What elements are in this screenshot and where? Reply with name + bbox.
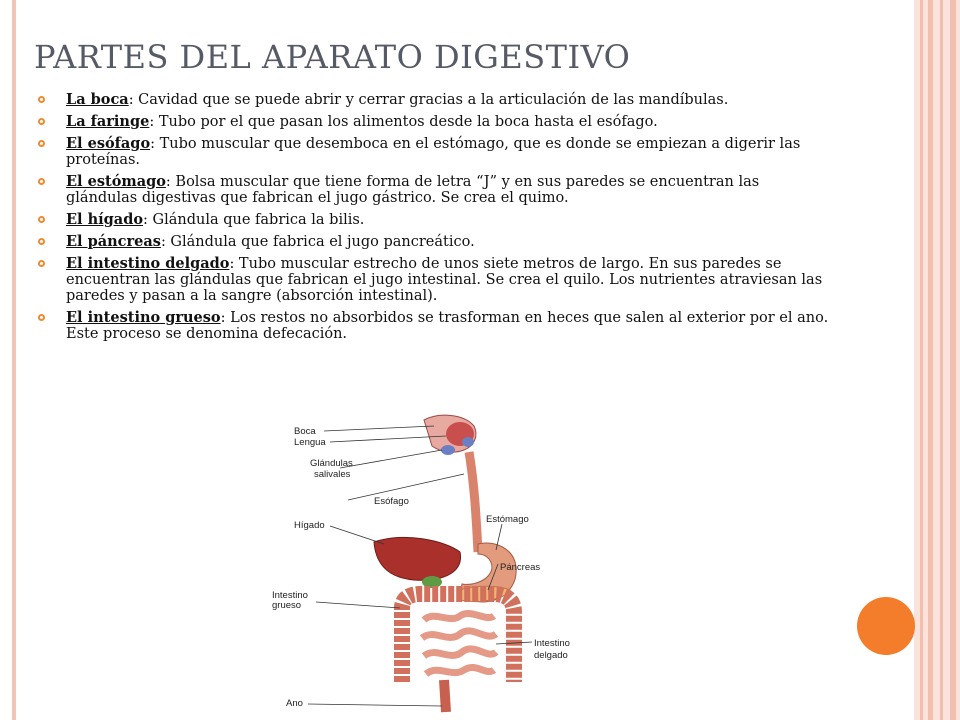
term: El intestino delgado [66, 255, 230, 272]
bullet-icon [38, 140, 45, 147]
term: El hígado [66, 211, 144, 228]
liver-shape [374, 537, 461, 580]
definition: : Cavidad que se puede abrir y cerrar gracias a la articulación de las mandíbulas. [128, 92, 729, 108]
list-item [34, 234, 834, 250]
label-pancreas: Páncreas [500, 562, 541, 573]
bullet-icon [38, 260, 45, 267]
esophagus-shape [469, 452, 478, 552]
list-item [34, 310, 834, 342]
label-estomago: Estómago [486, 514, 529, 525]
salivary-gland-shape-2 [462, 437, 474, 447]
bullet-icon [38, 96, 45, 103]
label-grueso-1: Intestino [272, 590, 308, 601]
label-boca: Boca [294, 426, 316, 437]
decorative-orange-circle [857, 597, 915, 655]
list-item [34, 136, 834, 168]
label-ano: Ano [286, 698, 303, 709]
bullet-icon [38, 216, 45, 223]
bullet-icon [38, 314, 45, 321]
salivary-gland-shape [441, 445, 455, 455]
definition: : Tubo por el que pasan los alimentos desde la boca hasta el esófago. [149, 114, 658, 130]
rectum-shape [444, 680, 446, 712]
label-higado: Hígado [294, 520, 325, 531]
label-delgado-1: Intestino [534, 638, 570, 649]
term: La boca [66, 91, 129, 108]
label-glandulas-1: Glándulas [310, 458, 353, 469]
list-item [34, 114, 834, 130]
definition-list [34, 92, 834, 348]
label-grueso-2: grueso [272, 600, 302, 611]
definition: : Glándula que fabrica la bilis. [143, 212, 365, 228]
definition: : Glándula que fabrica el jugo pancreático. [160, 234, 475, 250]
list-item [34, 256, 834, 304]
term: El páncreas [66, 233, 161, 250]
list-item [34, 174, 834, 206]
term: El esófago [66, 135, 151, 152]
label-lengua: Lengua [294, 437, 326, 448]
term: La faringe [66, 113, 150, 130]
label-delgado-2: delgado [534, 650, 568, 661]
label-glandulas-2: salivales [314, 469, 351, 480]
left-frame-line [12, 0, 16, 720]
bullet-icon [38, 118, 45, 125]
right-decorative-bars [914, 0, 960, 720]
definition: : Los restos no absorbidos se trasforman en heces que salen al exterior por el ano. Este proceso se denomina defecación. [66, 310, 829, 342]
list-item [34, 212, 834, 228]
definition: : Tubo muscular que desemboca en el estómago, que es donde se empiezan a digerir las proteínas. [66, 136, 801, 168]
label-esofago: Esófago [374, 496, 409, 507]
definition: : Bolsa muscular que tiene forma de letra “J” y en sus paredes se encuentran las glándulas digestivas que fabrican el jugo gástrico. Se crea el quimo. [66, 174, 760, 206]
term: El estómago [66, 173, 166, 190]
list-item [34, 92, 834, 108]
bullet-icon [38, 238, 45, 245]
small-intestine-shape [422, 613, 496, 674]
term: El intestino grueso [66, 309, 221, 326]
digestive-system-diagram [264, 412, 570, 720]
definition: : Tubo muscular estrecho de unos siete metros de largo. En sus paredes se encuentran las glándulas que fabrican el jugo intestinal. Se crea el quilo. Los nutrientes atraviesan las paredes y pasan a la sangre (absorción intestinal). [66, 256, 823, 304]
slide-title: PARTES DEL APARATO DIGESTIVO [34, 38, 631, 76]
bullet-icon [38, 178, 45, 185]
